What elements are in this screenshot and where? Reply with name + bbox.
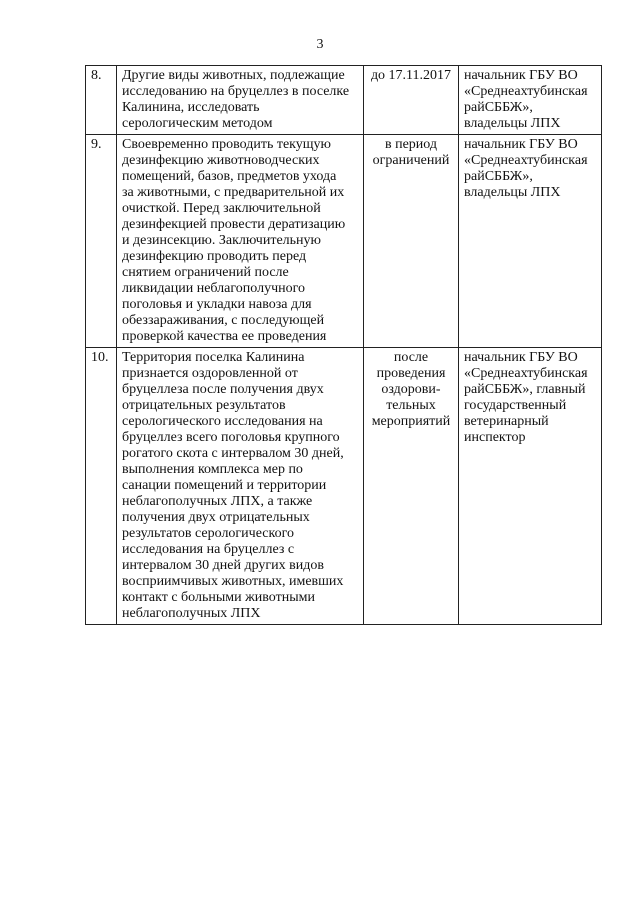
measure-text-line: серологическим методом bbox=[122, 116, 273, 131]
page-number: 3 bbox=[316, 37, 324, 52]
measure-text-line: ликвидации неблагополучного bbox=[122, 281, 305, 296]
term-cell bbox=[364, 66, 459, 135]
measure-text-line: дезинфекцией провести дератизацию bbox=[122, 217, 346, 232]
table-row bbox=[86, 135, 602, 348]
term-text-line: оздорови- bbox=[381, 382, 441, 397]
responsible-text-line: райСББЖ», главный bbox=[464, 382, 586, 397]
table-row bbox=[86, 66, 602, 135]
measure-text-line: проверкой качества ее проведения bbox=[122, 329, 327, 344]
responsible-text-line: владельцы ЛПХ bbox=[464, 185, 561, 200]
measure-text-line: исследования на бруцеллез с bbox=[122, 542, 295, 557]
measure-text-line: бруцеллез всего поголовья крупного bbox=[122, 430, 340, 445]
table-row bbox=[86, 348, 602, 625]
responsible-text-line: начальник ГБУ ВО bbox=[464, 68, 578, 83]
responsible-text-line: «Среднеахтубинская bbox=[464, 84, 588, 99]
measure-text-line: Территория поселка Калинина bbox=[122, 350, 305, 365]
responsible-text-line: «Среднеахтубинская bbox=[464, 153, 588, 168]
num-text-line: 9. bbox=[91, 137, 102, 152]
term-text-line: мероприятий bbox=[371, 414, 451, 429]
measure-text-line: отрицательных результатов bbox=[122, 398, 286, 413]
measure-cell bbox=[117, 135, 364, 348]
row-number-cell bbox=[86, 66, 117, 135]
term-text-line: в период bbox=[384, 137, 438, 152]
measure-cell bbox=[117, 348, 364, 625]
responsible-cell bbox=[459, 348, 602, 625]
responsible-cell bbox=[459, 135, 602, 348]
responsible-text-line: начальник ГБУ ВО bbox=[464, 137, 578, 152]
measure-text-line: и дезинсекцию. Заключительную bbox=[122, 233, 321, 248]
measures-table-body bbox=[86, 66, 602, 625]
measure-text-line: выполнения комплекса мер по bbox=[122, 462, 303, 477]
measure-text-line: санации помещений и территории bbox=[122, 478, 327, 493]
measure-text-line: Другие виды животных, подлежащие bbox=[122, 68, 345, 83]
measure-text-line: рогатого скота с интервалом 30 дней, bbox=[122, 446, 344, 461]
responsible-text-line: инспектор bbox=[464, 430, 526, 445]
responsible-text-line: владельцы ЛПХ bbox=[464, 116, 561, 131]
measure-text-line: поголовья и укладки навоза для bbox=[122, 297, 312, 312]
measure-text-line: очисткой. Перед заключительной bbox=[122, 201, 321, 216]
responsible-text-line: начальник ГБУ ВО bbox=[464, 350, 578, 365]
measure-text-line: серологического исследования на bbox=[122, 414, 323, 429]
measure-text-line: признается оздоровленной от bbox=[122, 366, 298, 381]
term-text-line: тельных bbox=[386, 398, 436, 413]
responsible-text-line: государственный bbox=[464, 398, 567, 413]
measure-text-line: восприимчивых животных, имевших bbox=[122, 574, 344, 589]
responsible-cell bbox=[459, 66, 602, 135]
measure-text-line: дезинфекцию проводить перед bbox=[122, 249, 307, 264]
measure-text-line: получения двух отрицательных bbox=[122, 510, 310, 525]
measure-text-line: помещений, базов, предметов ухода bbox=[122, 169, 337, 184]
term-cell bbox=[364, 135, 459, 348]
num-text-line: 10. bbox=[91, 350, 109, 365]
term-text-line: до 17.11.2017 bbox=[370, 68, 452, 83]
num-text-line: 8. bbox=[91, 68, 102, 83]
measure-text-line: результатов серологического bbox=[122, 526, 294, 541]
measure-text-line: интервалом 30 дней других видов bbox=[122, 558, 324, 573]
term-text-line: после bbox=[393, 350, 429, 365]
measure-text-line: неблагополучных ЛПХ bbox=[122, 606, 261, 621]
measure-text-line: контакт с больными животными bbox=[122, 590, 315, 605]
term-text-line: проведения bbox=[376, 366, 446, 381]
measures-table bbox=[85, 65, 602, 625]
measure-text-line: неблагополучных ЛПХ, а также bbox=[122, 494, 313, 509]
term-cell bbox=[364, 348, 459, 625]
measure-text-line: Своевременно проводить текущую bbox=[122, 137, 332, 152]
measure-text-line: Калинина, исследовать bbox=[122, 100, 260, 115]
responsible-text-line: «Среднеахтубинская bbox=[464, 366, 588, 381]
term-text-line: ограничений bbox=[372, 153, 450, 168]
measure-text-line: исследованию на бруцеллез в поселке bbox=[122, 84, 350, 99]
responsible-text-line: райСББЖ», bbox=[464, 169, 533, 184]
measure-text-line: за животными, с предварительной их bbox=[122, 185, 345, 200]
measure-text-line: снятием ограничений после bbox=[122, 265, 289, 280]
row-number-cell bbox=[86, 348, 117, 625]
measure-text-line: дезинфекцию животноводческих bbox=[122, 153, 320, 168]
responsible-text-line: ветеринарный bbox=[464, 414, 549, 429]
row-number-cell bbox=[86, 135, 117, 348]
responsible-text-line: райСББЖ», bbox=[464, 100, 533, 115]
measure-text-line: обеззараживания, с последующей bbox=[122, 313, 325, 328]
measure-text-line: бруцеллеза после получения двух bbox=[122, 382, 324, 397]
measure-cell bbox=[117, 66, 364, 135]
